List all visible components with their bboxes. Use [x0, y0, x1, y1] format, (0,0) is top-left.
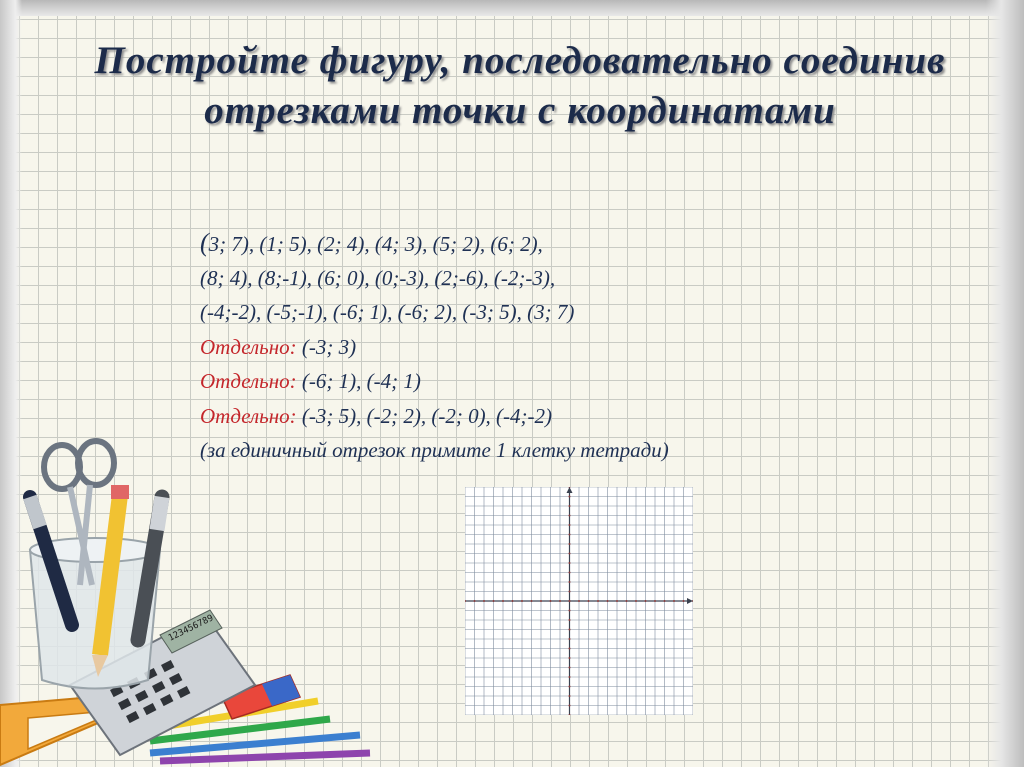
- coordinates-line-2: (8; 4), (8;-1), (6; 0), (0;-3), (2;-6), (-2;-3),: [200, 265, 556, 290]
- slide-title: Постройте фигуру, последовательно соединив отрезками точки с координатами: [94, 39, 946, 132]
- separate-points-1: (-3; 3): [296, 334, 357, 359]
- y-axis-tick: [569, 657, 571, 659]
- opening-parenthesis: (: [200, 228, 209, 257]
- x-axis-tick: [559, 600, 561, 602]
- coordinates-line-1: [200, 226, 900, 261]
- x-axis-tick: [645, 600, 647, 602]
- y-axis-tick: [569, 619, 571, 621]
- y-axis-tick: [569, 714, 571, 715]
- y-axis-tick: [569, 562, 571, 564]
- x-axis-tick: [673, 600, 675, 602]
- y-axis-tick: [569, 695, 571, 697]
- separate-line-1: [200, 330, 900, 365]
- y-axis-tick: [569, 515, 571, 517]
- y-axis-tick: [569, 667, 571, 669]
- slide-top-edge: [0, 0, 1024, 16]
- y-axis-tick: [569, 600, 571, 602]
- y-axis-tick: [569, 496, 571, 498]
- x-axis-tick: [474, 600, 476, 602]
- x-axis-tick: [654, 600, 656, 602]
- x-axis-tick: [502, 600, 504, 602]
- y-axis-tick: [569, 705, 571, 707]
- coordinates-block: [200, 226, 900, 468]
- separate-label: Отдельно:: [200, 334, 297, 359]
- x-axis-tick: [578, 600, 580, 602]
- y-axis-tick: [569, 638, 571, 640]
- x-axis-tick: [465, 600, 466, 602]
- x-axis-tick: [550, 600, 552, 602]
- x-axis-tick: [540, 600, 542, 602]
- separate-line-2: [200, 364, 900, 399]
- x-axis-tick: [588, 600, 590, 602]
- y-axis-tick: [569, 543, 571, 545]
- x-axis-tick: [531, 600, 533, 602]
- separate-points-3: (-3; 5), (-2; 2), (-2; 0), (-4;-2): [296, 403, 553, 428]
- x-axis-tick: [483, 600, 485, 602]
- x-axis-tick: [683, 600, 685, 602]
- y-axis-tick: [569, 553, 571, 555]
- separate-line-3: [200, 399, 900, 434]
- coordinates-line-3: (-4;-2), (-5;-1), (-6; 1), (-6; 2), (-3; 5), (3; 7): [200, 300, 575, 324]
- y-axis-tick: [569, 505, 571, 507]
- x-axis-tick: [626, 600, 628, 602]
- coordinate-grid: [465, 487, 693, 715]
- coordinate-grid-svg: [465, 487, 693, 715]
- x-axis-tick: [521, 600, 523, 602]
- y-axis-tick: [569, 591, 571, 593]
- x-axis-tick: [493, 600, 495, 602]
- x-axis-tick: [635, 600, 637, 602]
- x-axis-tick: [607, 600, 609, 602]
- y-axis-tick: [569, 676, 571, 678]
- x-axis-tick: [664, 600, 666, 602]
- y-axis-tick: [569, 686, 571, 688]
- calculator-display: 123456789: [166, 613, 216, 644]
- y-axis-tick: [569, 572, 571, 574]
- y-axis-tick: [569, 534, 571, 536]
- school-supplies-illustration: [0, 435, 380, 767]
- x-axis-tick: [597, 600, 599, 602]
- x-axis-arrow: [687, 598, 693, 604]
- x-axis-tick: [512, 600, 514, 602]
- separate-label: Отдельно:: [200, 403, 297, 428]
- y-axis-arrow: [567, 487, 573, 493]
- separate-points-2: (-6; 1), (-4; 1): [296, 369, 421, 393]
- x-axis-tick: [616, 600, 618, 602]
- coordinates-line-1-text: 3; 7), (1; 5), (2; 4), (4; 3), (5; 2), (6; 2),: [208, 232, 543, 256]
- y-axis-tick: [569, 629, 571, 631]
- y-axis-tick: [569, 581, 571, 583]
- y-axis-tick: [569, 524, 571, 526]
- unit-note: (за единичный отрезок примите 1 клетку тетради): [200, 438, 669, 462]
- y-axis-tick: [569, 648, 571, 650]
- separate-label: Отдельно:: [200, 369, 297, 393]
- y-axis-tick: [569, 610, 571, 612]
